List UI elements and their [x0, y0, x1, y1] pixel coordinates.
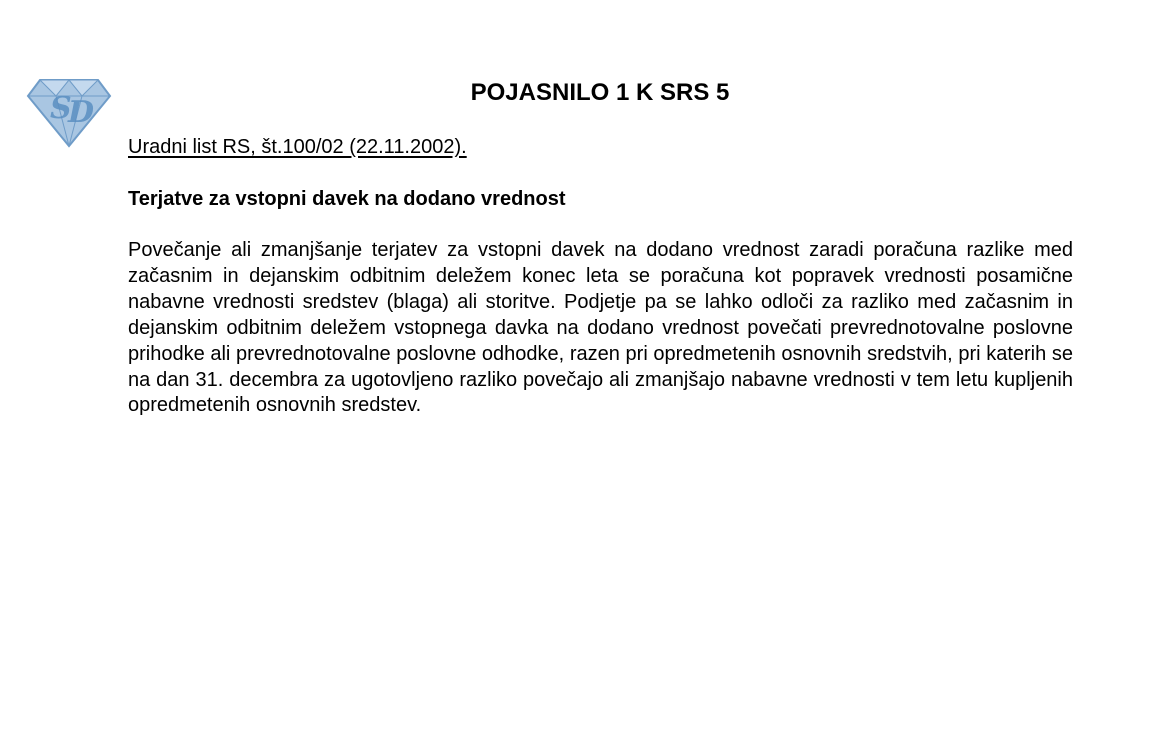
svg-text:S: S	[50, 91, 72, 126]
body-paragraph: Povečanje ali zmanjšanje terjatev za vstopni davek na dodano vrednost zaradi poračuna razlike med začasnim in dejanskim odbitnim deležem konec leta se poračuna kot popravek vrednosti posamične nabavne vrednosti sredstev (blaga) ali storitve. Podjetje pa se lahko odloči za razliko med začasnim in dejanskim odbitnim deležem vstopnega davka na dodano vrednost povečati prevrednotovalne poslovne prihodke ali prevrednotovalne poslovne odhodke, razen pri opredmetenih osnovnih sredstvih, pri katerih se na dan 31. decembra za ugotovljeno razliko povečajo ali zmanjšajo nabavne vrednosti v tem letu kupljenih opredmetenih osnovnih sredstev.	[128, 239, 1073, 417]
svg-text:D: D	[68, 95, 95, 130]
document-title: POJASNILO 1 K SRS 5	[470, 79, 730, 106]
section-heading: Terjatve za vstopni davek na dodano vrednost	[128, 188, 566, 210]
official-gazette-reference: Uradni list RS, št.100/02 (22.11.2002).	[128, 136, 467, 158]
sd-diamond-logo	[26, 74, 112, 150]
